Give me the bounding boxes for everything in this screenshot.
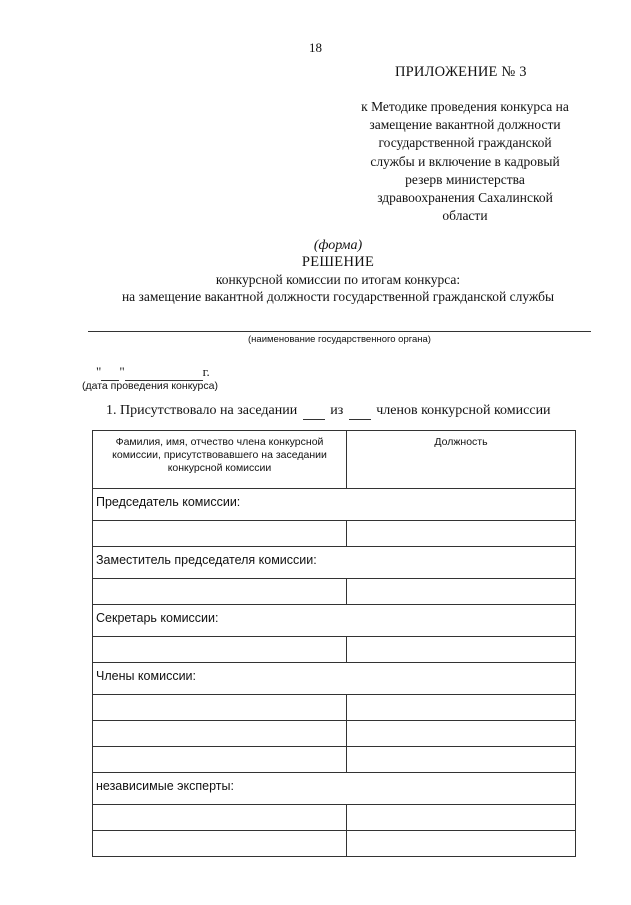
document-subtitle xyxy=(0,271,631,305)
year-suffix: г. xyxy=(202,364,210,379)
table-row xyxy=(93,805,576,831)
section-members: Члены комиссии: xyxy=(93,663,576,695)
appendix-desc-line: службы и включение в кадровый xyxy=(370,153,560,169)
table-row xyxy=(93,521,576,547)
section-row xyxy=(93,489,576,521)
date-caption: (дата проведения конкурса) xyxy=(82,380,218,392)
org-name-blank-line xyxy=(88,331,591,332)
table-row xyxy=(93,637,576,663)
document-subtitle-line2: на замещение вакантной должности государственной гражданской службы xyxy=(121,289,555,304)
name-cell xyxy=(93,521,347,547)
section-secretary: Секретарь комиссии: xyxy=(93,605,576,637)
appendix-desc-line: государственной гражданской xyxy=(378,135,552,151)
section-row xyxy=(93,547,576,579)
table-row xyxy=(93,721,576,747)
date-quote-close: " xyxy=(119,364,125,379)
header-full-name: Фамилия, имя, отчество члена конкурсной комиссии, присутствовавшего на заседании конкурсной комиссии xyxy=(93,431,347,489)
name-cell xyxy=(93,831,347,857)
name-cell xyxy=(93,637,347,663)
name-cell xyxy=(93,579,347,605)
attendance-text-middle: из xyxy=(330,403,344,418)
appendix-desc-line: замещение вакантной должности xyxy=(369,117,561,133)
name-cell xyxy=(93,695,347,721)
attended-count-blank xyxy=(303,403,325,420)
table-row xyxy=(93,747,576,773)
appendix-desc-line: резерв министерства xyxy=(405,171,525,187)
section-independent-experts: независимые эксперты: xyxy=(93,773,576,805)
table-row xyxy=(93,695,576,721)
appendix-description xyxy=(330,98,600,225)
date-field xyxy=(96,364,210,381)
appendix-desc-line: к Методике проведения конкурса на xyxy=(361,99,569,114)
form-mark: (форма) xyxy=(313,238,363,253)
appendix-desc-line: области xyxy=(442,208,488,224)
attendance-text-before: Присутствовало на заседании xyxy=(120,403,298,418)
attendance-number: 1. xyxy=(106,403,117,418)
position-cell xyxy=(347,805,576,831)
attendance-text-after: членов конкурсной комиссии xyxy=(376,403,551,418)
date-quote-open: " xyxy=(96,364,102,379)
table-row xyxy=(93,831,576,857)
section-row xyxy=(93,773,576,805)
section-deputy-chairman: Заместитель председателя комиссии: xyxy=(93,547,576,579)
name-cell xyxy=(93,747,347,773)
section-row xyxy=(93,663,576,695)
position-cell xyxy=(347,747,576,773)
month-blank xyxy=(125,364,203,381)
position-cell xyxy=(347,695,576,721)
section-chairman: Председатель комиссии: xyxy=(93,489,576,521)
position-cell xyxy=(347,721,576,747)
page-number: 18 xyxy=(309,40,322,55)
table-header-row xyxy=(93,431,576,489)
document-subtitle-line1: конкурсной комиссии по итогам конкурса: xyxy=(215,272,461,287)
total-count-blank xyxy=(349,403,371,420)
day-blank xyxy=(101,364,119,381)
position-cell xyxy=(347,831,576,857)
name-cell xyxy=(93,721,347,747)
name-cell xyxy=(93,805,347,831)
org-name-caption: (наименование государственного органа) xyxy=(248,334,431,345)
table-row xyxy=(93,579,576,605)
section-row xyxy=(93,605,576,637)
position-cell xyxy=(347,637,576,663)
commission-members-table xyxy=(92,430,576,857)
appendix-desc-line: здравоохранения Сахалинской xyxy=(377,190,553,206)
header-position: Должность xyxy=(347,431,576,489)
appendix-title: ПРИЛОЖЕНИЕ № 3 xyxy=(395,64,527,80)
attendance-line xyxy=(106,403,551,420)
position-cell xyxy=(347,521,576,547)
document-title: РЕШЕНИЕ xyxy=(301,254,375,270)
position-cell xyxy=(347,579,576,605)
